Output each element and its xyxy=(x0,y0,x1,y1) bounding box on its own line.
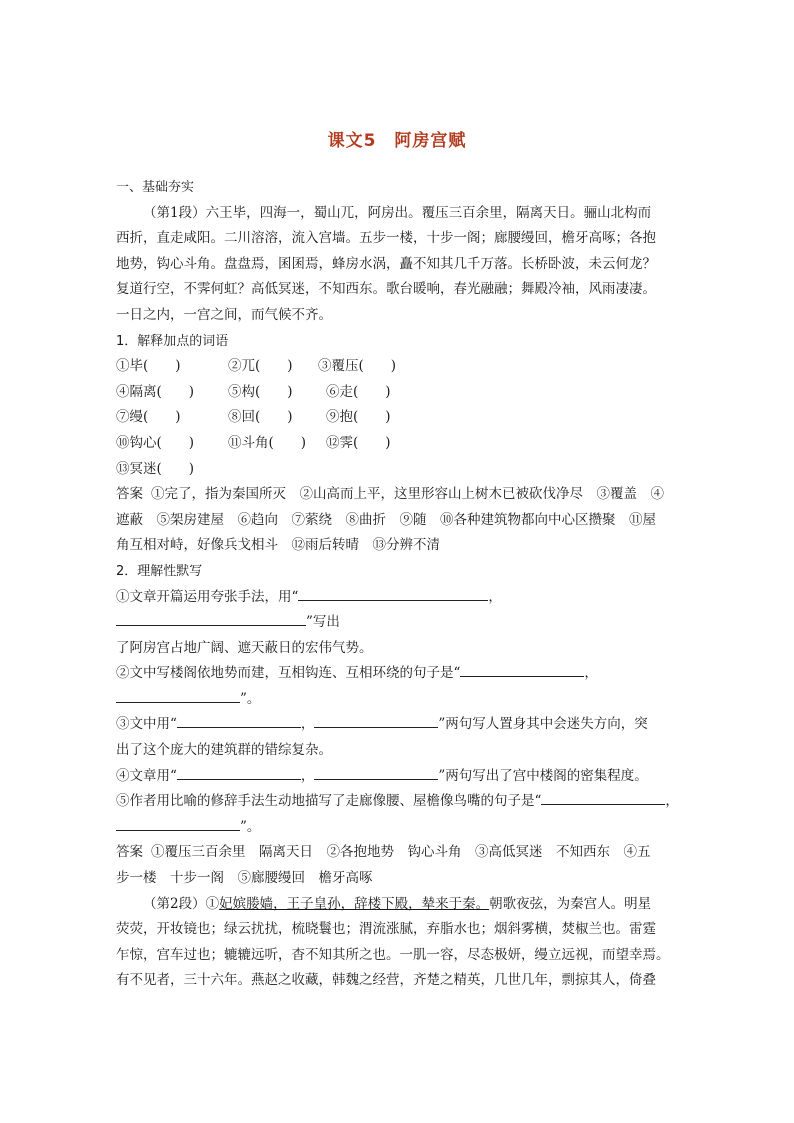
passage-text: 朝歌夜弦，为秦宫人。明星 xyxy=(489,895,652,912)
answer-blank[interactable] xyxy=(460,661,584,677)
fill-question: 出了这个庞大的建筑群的错综复杂。 xyxy=(116,742,332,759)
question-text: ⑤作者用比喻的修辞手法生动地描写了走廊像腰、屋檐像鸟嘴的句子是“ xyxy=(116,793,542,810)
answer-blank[interactable] xyxy=(541,789,665,805)
fill-question xyxy=(116,661,684,687)
question-text: ， xyxy=(300,716,315,733)
passage-line: 荧荧，开妆镜也；绿云扰扰，梳晓鬟也；渭流涨腻，弃脂水也；烟斜雾横，焚椒兰也。雷霆 xyxy=(116,921,656,938)
fill-question xyxy=(116,764,684,790)
answer-label: 答案 xyxy=(116,844,143,861)
answer-line xyxy=(116,482,684,508)
question-text: ”两句写人置身其中会迷失方向，突 xyxy=(438,716,648,733)
fill-question xyxy=(116,585,684,636)
answer-label: 答案 xyxy=(116,486,143,503)
answer-blank[interactable] xyxy=(298,585,488,601)
document-body xyxy=(116,175,684,994)
underlined-sentence: 妃嫔媵嫱，王子皇孙，辞楼下殿，辇来于秦。 xyxy=(219,895,490,912)
passage-line: 地势，钩心斗角。盘盘焉，囷囷焉，蜂房水涡，矗不知其几千万落。长桥卧波，未云何龙？ xyxy=(116,255,656,272)
passage-line xyxy=(116,892,684,918)
answer-blank[interactable] xyxy=(314,712,438,728)
question-text: ①文章开篇运用夸张手法，用“ xyxy=(116,588,299,605)
vocab-item[interactable]: ⑧回( ) xyxy=(228,409,293,426)
vocab-item[interactable]: ①毕( ) xyxy=(116,358,181,375)
answer-text: ①覆压三百余里 隔离天日 ②各抱地势 钩心斗角 ③高低冥迷 不知西东 ④五 xyxy=(151,844,651,861)
passage-line: 一日之内，一宫之间，而气候不齐。 xyxy=(116,306,332,323)
fill-question: 了阿房宫占地广阔、遮天蔽日的宏伟气势。 xyxy=(116,639,373,656)
vocab-item[interactable]: ②兀( ) xyxy=(228,358,293,375)
question-text: ， xyxy=(665,793,679,810)
question-text: ”。 xyxy=(240,818,261,835)
question-text: ”两句写出了宫中楼阁的密集程度。 xyxy=(438,767,648,784)
answer-blank[interactable] xyxy=(177,764,301,780)
vocab-row xyxy=(116,431,684,457)
fill-question xyxy=(116,815,684,841)
fill-question xyxy=(116,687,684,713)
question-text: ②文中写楼阁依地势而建，互相钩连、互相环绕的句子是“ xyxy=(116,665,461,682)
vocab-row xyxy=(116,405,684,431)
answer-text: ①完了，指为秦国所灭 ②山高而上平，这里形容山上树木已被砍伐净尽 ③覆盖 ④ xyxy=(151,486,664,503)
passage-line: 乍惊，宫车过也；辘辘远听，杳不知其所之也。一肌一容，尽态极妍，缦立远视，而望幸焉。 xyxy=(116,946,670,963)
vocab-item[interactable]: ⑫霁( ) xyxy=(326,434,391,451)
vocab-item[interactable]: ③覆压( ) xyxy=(318,358,397,375)
answer-line: 遮蔽 ⑤架房建屋 ⑥趋向 ⑦萦绕 ⑧曲折 ⑨随 ⑩各种建筑物都向中心区攒聚 ⑪屋 xyxy=(116,511,656,528)
vocab-item[interactable]: ⑬冥迷( ) xyxy=(116,460,195,477)
question-text: ④文章用“ xyxy=(116,767,177,784)
vocab-row xyxy=(116,457,684,483)
question-text: ， xyxy=(300,767,315,784)
question-text: ”。 xyxy=(240,690,261,707)
vocab-item[interactable]: ⑦缦( ) xyxy=(116,409,181,426)
fill-question xyxy=(116,789,684,815)
answer-blank[interactable] xyxy=(116,687,240,703)
vocab-item[interactable]: ④隔离( ) xyxy=(116,383,195,400)
answer-line: 步一楼 十步一阁 ⑤廊腰缦回 檐牙高啄 xyxy=(116,870,373,887)
vocab-item[interactable]: ⑨抱( ) xyxy=(326,409,391,426)
question-text: ， xyxy=(488,588,502,605)
answer-blank[interactable] xyxy=(177,712,301,728)
question-heading: 1．解释加点的词语 xyxy=(116,333,229,349)
vocab-row xyxy=(116,354,684,380)
vocab-item[interactable]: ⑤构( ) xyxy=(228,383,293,400)
question-heading: 2．理解性默写 xyxy=(116,563,203,579)
question-text: ③文中用“ xyxy=(116,716,177,733)
answer-line xyxy=(116,840,684,866)
page-title: 课文5 阿房宫赋 xyxy=(327,131,467,151)
vocab-item[interactable]: ⑩钩心( ) xyxy=(116,434,195,451)
answer-line: 角互相对峙，好像兵戈相斗 ⑫雨后转晴 ⑬分辨不清 xyxy=(116,537,440,554)
passage-line: （第1段）六王毕，四海一，蜀山兀，阿房出。覆压三百余里，隔离天日。骊山北构而 xyxy=(143,204,652,221)
vocab-row xyxy=(116,380,684,406)
answer-blank[interactable] xyxy=(314,764,438,780)
section-heading: 一、基础夯实 xyxy=(116,180,195,195)
answer-blank[interactable] xyxy=(116,815,240,831)
question-text: ”写出 xyxy=(306,614,340,631)
vocab-item[interactable]: ⑪斗角( ) xyxy=(228,434,307,451)
passage-line: 复道行空，不霁何虹？高低冥迷，不知西东。歌台暖响，春光融融；舞殿冷袖，风雨凄凄。 xyxy=(116,281,656,298)
passage-line: 西折，直走咸阳。二川溶溶，流入宫墙。五步一楼，十步一阁；廊腰缦回，檐牙高啄；各抱 xyxy=(116,230,656,247)
fill-question xyxy=(116,712,684,738)
passage-text: （第2段）① xyxy=(143,895,220,912)
question-text: ， xyxy=(584,665,598,682)
passage-line: 有不见者，三十六年。燕赵之收藏，韩魏之经营，齐楚之精英，几世几年，剽掠其人，倚叠 xyxy=(116,972,656,989)
answer-blank[interactable] xyxy=(116,610,306,626)
vocab-item[interactable]: ⑥走( ) xyxy=(326,383,391,400)
